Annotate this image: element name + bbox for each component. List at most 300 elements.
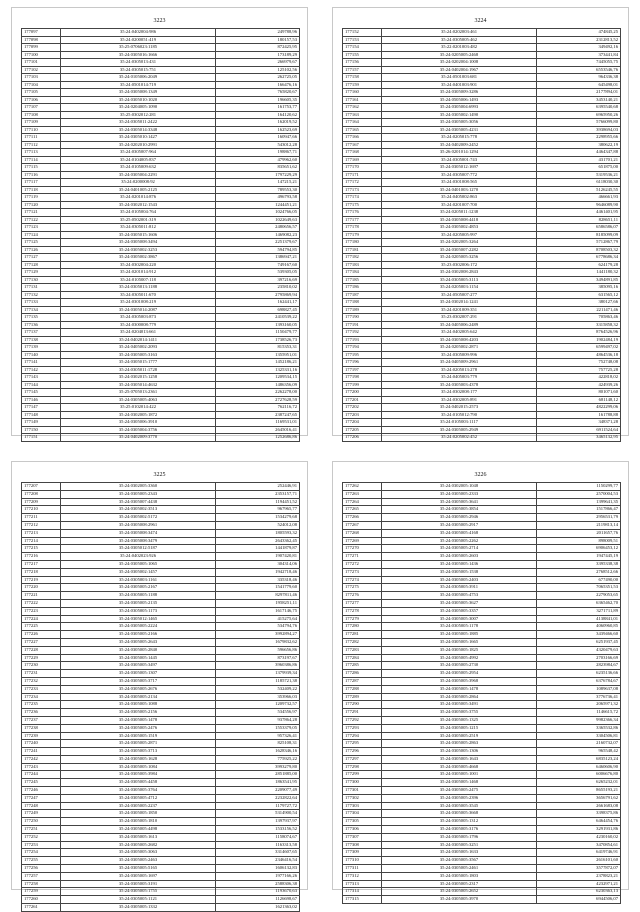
table-row xyxy=(343,623,621,631)
table-row xyxy=(343,779,621,787)
row-number-cell: 177103 xyxy=(22,74,61,82)
value-cell: 2209077,49 xyxy=(216,787,300,795)
cadastral-number-cell: 35:24:0305002:3513 xyxy=(61,506,216,514)
table-row xyxy=(343,111,621,119)
cadastral-number-cell: 35:23:0302007:291 xyxy=(382,314,537,322)
value-cell: 2727628,59 xyxy=(216,396,300,404)
value-cell: 532409,22 xyxy=(216,685,300,693)
table-row xyxy=(22,490,300,498)
table-row xyxy=(343,321,621,329)
value-cell: 2378823,21 xyxy=(537,872,621,880)
row-number-cell: 177185 xyxy=(343,276,382,284)
cadastral-number-cell: 35:24:0305001:743 xyxy=(382,156,537,164)
row-number-cell: 177238 xyxy=(22,724,61,732)
cadastral-number-cell: 35:24:0201014:876 xyxy=(61,194,216,202)
cadastral-number-cell: 35:24:0305005:4458 xyxy=(61,779,216,787)
row-number-cell: 177124 xyxy=(22,231,61,239)
row-number-cell: 177137 xyxy=(22,329,61,337)
row-number-cell: 177234 xyxy=(22,693,61,701)
table-row xyxy=(343,269,621,277)
row-number-cell: 177231 xyxy=(22,670,61,678)
row-number-cell: 177214 xyxy=(22,537,61,545)
table-row xyxy=(343,615,621,623)
table-row xyxy=(343,119,621,127)
row-number-cell: 177118 xyxy=(22,186,61,194)
cadastral-number-cell: 35:24:0205011:1238 xyxy=(382,209,537,217)
value-cell: 3470854,61 xyxy=(537,841,621,849)
row-number-cell: 177188 xyxy=(343,299,382,307)
row-number-cell: 177204 xyxy=(343,419,382,427)
table-row xyxy=(343,763,621,771)
value-cell: 1902484,19 xyxy=(537,336,621,344)
cadastral-number-cell: 35:24:0305005:1796 xyxy=(382,833,537,841)
value-cell: 6230363,13 xyxy=(537,888,621,896)
cadastral-number-cell: 35:24:0305005:2652 xyxy=(382,888,537,896)
value-cell: 1977166,26 xyxy=(216,872,300,880)
value-cell: 1452186,21 xyxy=(216,359,300,367)
cadastral-number-cell: 35:24:0305005:3984 xyxy=(61,771,216,779)
cadastral-number-cell: 35:24:0305005:1173 xyxy=(61,607,216,615)
cadastral-number-cell: 35:24:0302014:1241 xyxy=(382,299,537,307)
table-row xyxy=(22,389,300,397)
cadastral-number-cell: 35:24:0305005:5165 xyxy=(61,865,216,873)
row-number-cell: 177223 xyxy=(22,607,61,615)
row-number-cell: 177269 xyxy=(343,537,382,545)
table-row xyxy=(22,321,300,329)
table-row xyxy=(22,506,300,514)
value-cell: 789553,30 xyxy=(216,186,300,194)
value-cell: 3465132,95 xyxy=(537,434,621,442)
cadastral-number-cell: 35:24:0305005:3251 xyxy=(382,841,537,849)
row-number-cell: 177300 xyxy=(343,779,382,787)
cadastral-number-cell: 35:24:0305013:1188 xyxy=(61,284,216,292)
cadastral-number-cell: 35:24:0305005:2714 xyxy=(382,545,537,553)
row-number-cell: 177140 xyxy=(22,351,61,359)
row-number-cell: 177265 xyxy=(343,506,382,514)
row-number-cell: 177202 xyxy=(343,404,382,412)
cadastral-number-cell: 35:24:0202003:461 xyxy=(382,29,537,37)
row-number-cell: 177186 xyxy=(343,284,382,292)
cadastral-number-cell: 35:24:0305005:1065 xyxy=(61,560,216,568)
value-cell: 1325331,16 xyxy=(216,366,300,374)
table-row xyxy=(22,857,300,865)
table-row xyxy=(343,156,621,164)
cadastral-number-cell: 35:24:0305005:1478 xyxy=(61,716,216,724)
row-number-cell: 177139 xyxy=(22,344,61,352)
row-number-cell: 177301 xyxy=(343,787,382,795)
table-row xyxy=(22,638,300,646)
row-number-cell: 177259 xyxy=(22,888,61,896)
row-number-cell: 177250 xyxy=(22,818,61,826)
table-row xyxy=(343,802,621,810)
table-row xyxy=(343,36,621,44)
value-cell: 543012,28 xyxy=(216,141,300,149)
row-number-cell: 177282 xyxy=(343,638,382,646)
table-row xyxy=(343,818,621,826)
table-row xyxy=(343,216,621,224)
table-row xyxy=(22,51,300,59)
row-number-cell: 177235 xyxy=(22,701,61,709)
value-cell: 4060960,85 xyxy=(537,623,621,631)
value-cell: 2232822,64 xyxy=(216,794,300,802)
cadastral-number-cell: 35:24:0305014:3348 xyxy=(61,126,216,134)
table-row xyxy=(343,599,621,607)
row-number-cell: 177104 xyxy=(22,81,61,89)
value-cell: 1158074,67 xyxy=(216,833,300,841)
table-row xyxy=(343,194,621,202)
value-cell: 3398375,86 xyxy=(537,810,621,818)
row-number-cell: 177100 xyxy=(22,51,61,59)
row-number-cell: 177246 xyxy=(22,787,61,795)
row-number-cell: 177198 xyxy=(343,374,382,382)
table-row xyxy=(22,670,300,678)
value-cell: 3304506,81 xyxy=(537,732,621,740)
table-row xyxy=(22,104,300,112)
cadastral-number-cell: 35:24:0305005:3545 xyxy=(382,802,537,810)
row-number-cell: 177217 xyxy=(22,560,61,568)
value-cell: 3577872,07 xyxy=(537,865,621,873)
row-number-cell: 177236 xyxy=(22,709,61,717)
table-row xyxy=(22,59,300,67)
value-cell: 2119813,14 xyxy=(537,521,621,529)
table-row xyxy=(343,231,621,239)
row-number-cell: 177251 xyxy=(22,826,61,834)
row-number-cell: 177184 xyxy=(343,269,382,277)
value-cell: 6599497,02 xyxy=(537,344,621,352)
value-cell: 2251379,67 xyxy=(216,239,300,247)
row-number-cell: 177111 xyxy=(22,134,61,142)
table-row xyxy=(343,126,621,134)
row-number-cell: 177110 xyxy=(22,126,61,134)
cadastral-number-cell: 35:24:0302008:2843 xyxy=(382,269,537,277)
row-number-cell: 177290 xyxy=(343,701,382,709)
cadastral-number-cell: 35:24:0305005:2676 xyxy=(61,685,216,693)
row-number-cell: 177192 xyxy=(343,329,382,337)
row-number-cell: 177131 xyxy=(22,284,61,292)
cadastral-number-cell: 35:24:0301008:565 xyxy=(382,179,537,187)
table-row xyxy=(343,74,621,82)
cadastral-number-cell: 35:24:0305005:1312 xyxy=(382,818,537,826)
value-cell: 2956531,79 xyxy=(537,514,621,522)
document-page-2 xyxy=(332,7,629,439)
table-row xyxy=(343,29,621,37)
row-number-cell: 177248 xyxy=(22,802,61,810)
table-row xyxy=(22,826,300,834)
cadastral-number-cell: 35:24:0305005:1215 xyxy=(382,724,537,732)
table-row xyxy=(343,833,621,841)
table-row xyxy=(22,904,300,912)
cadastral-number-cell: 35:24:0305007:2282 xyxy=(382,246,537,254)
row-number-cell: 177179 xyxy=(343,231,382,239)
page-number: 3225 xyxy=(153,472,166,478)
cadastral-number-cell: 35:24:0105004:764 xyxy=(61,209,216,217)
value-cell: 3993279,80 xyxy=(216,763,300,771)
row-number-cell: 177112 xyxy=(22,141,61,149)
row-number-cell: 177138 xyxy=(22,336,61,344)
cadastral-number-cell: 35:24:0505007:277 xyxy=(382,291,537,299)
table-row xyxy=(22,141,300,149)
value-cell: 6906453,12 xyxy=(537,545,621,553)
table-row xyxy=(343,336,621,344)
value-cell: 749167,60 xyxy=(216,261,300,269)
value-cell: 2480656,57 xyxy=(216,224,300,232)
value-cell: 6118030,30 xyxy=(537,179,621,187)
table-row xyxy=(22,771,300,779)
table-row xyxy=(343,732,621,740)
value-cell: 2768512,66 xyxy=(537,568,621,576)
value-cell: 9982366,34 xyxy=(537,716,621,724)
table-row xyxy=(22,299,300,307)
table-row xyxy=(343,880,621,888)
table-row xyxy=(22,231,300,239)
row-number-cell: 177167 xyxy=(343,141,382,149)
cadastral-number-cell: 35:24:0305015:1777 xyxy=(61,359,216,367)
value-cell: 3291931,86 xyxy=(537,826,621,834)
row-number-cell: 177190 xyxy=(343,314,382,322)
table-row xyxy=(22,623,300,631)
value-cell: 651875,00 xyxy=(537,164,621,172)
value-cell: 349492,16 xyxy=(537,44,621,52)
cadastral-number-cell: 35:24:0305008:2961 xyxy=(61,521,216,529)
table-row xyxy=(22,119,300,127)
row-number-cell: 177099 xyxy=(22,44,61,52)
value-cell: 1022649,63 xyxy=(216,216,300,224)
cadastral-number-cell: 35:24:0205005:2468 xyxy=(382,51,537,59)
cadastral-number-cell: 35:24:0405003:779 xyxy=(382,374,537,382)
cadastral-number-cell: 35:24:0305005:1188 xyxy=(61,592,216,600)
row-number-cell: 177263 xyxy=(343,490,382,498)
value-cell: 4232971,21 xyxy=(537,880,621,888)
value-cell: 422818,02 xyxy=(537,374,621,382)
cadastral-number-cell: 35:24:0305005:2461 xyxy=(382,865,537,873)
cadastral-number-cell: 35:25:0302012:281 xyxy=(61,111,216,119)
value-cell: 5766099,80 xyxy=(537,119,621,127)
table-row xyxy=(22,186,300,194)
row-number-cell: 177249 xyxy=(22,810,61,818)
table-row xyxy=(22,880,300,888)
row-number-cell: 177298 xyxy=(343,763,382,771)
table-row xyxy=(343,239,621,247)
value-cell: 1441180,32 xyxy=(537,269,621,277)
table-row xyxy=(22,149,300,157)
table-row xyxy=(22,381,300,389)
cadastral-number-cell: 35:24:0305014:2087 xyxy=(61,306,216,314)
row-number-cell: 177149 xyxy=(22,419,61,427)
value-cell: 474845,25 xyxy=(537,29,621,37)
value-cell: 2823984,67 xyxy=(537,662,621,670)
value-cell: 2570004,53 xyxy=(537,490,621,498)
cadastral-number-cell: 35:24:0305011:670 xyxy=(61,291,216,299)
table-row xyxy=(22,896,300,904)
value-cell: 8185099,09 xyxy=(537,231,621,239)
table-row xyxy=(22,224,300,232)
row-number-cell: 177311 xyxy=(343,865,382,873)
row-number-cell: 177113 xyxy=(22,149,61,157)
value-cell: 2279053,65 xyxy=(537,592,621,600)
cadastral-number-cell: 35:24:0305005:3491 xyxy=(382,701,537,709)
row-number-cell: 177280 xyxy=(343,623,382,631)
value-cell: 524012,08 xyxy=(216,521,300,529)
value-cell: 1150299,77 xyxy=(537,483,621,491)
table-row xyxy=(343,89,621,97)
value-cell: 1533156,52 xyxy=(216,826,300,834)
row-number-cell: 177156 xyxy=(343,59,382,67)
value-cell: 1907420,81 xyxy=(216,553,300,561)
cadastral-number-cell: 35:24:0305005:1665 xyxy=(382,638,537,646)
cadastral-number-cell: 35:24:0305013:431 xyxy=(61,59,216,67)
row-number-cell: 177220 xyxy=(22,584,61,592)
row-number-cell: 177271 xyxy=(343,553,382,561)
value-cell: 4464347,88 xyxy=(537,149,621,157)
table-row xyxy=(343,366,621,374)
row-number-cell: 177105 xyxy=(22,89,61,97)
row-number-cell: 177261 xyxy=(22,904,61,912)
row-number-cell: 177208 xyxy=(22,490,61,498)
cadastral-number-cell: 35:24:0201007:700 xyxy=(382,201,537,209)
row-number-cell: 177313 xyxy=(343,880,382,888)
value-cell: 3395338,38 xyxy=(537,560,621,568)
cadastral-number-cell: 35:24:0305005:2863 xyxy=(382,740,537,748)
table-row xyxy=(22,216,300,224)
page-number: 3224 xyxy=(474,18,487,24)
value-cell: 1628346,16 xyxy=(216,748,300,756)
row-number-cell: 177274 xyxy=(343,576,382,584)
value-cell: 3776736,41 xyxy=(537,693,621,701)
row-number-cell: 177203 xyxy=(343,411,382,419)
row-number-cell: 177163 xyxy=(343,111,382,119)
table-row xyxy=(343,96,621,104)
table-row xyxy=(343,529,621,537)
value-cell: 1947445,19 xyxy=(537,553,621,561)
value-cell: 161788,88 xyxy=(537,411,621,419)
row-number-cell: 177135 xyxy=(22,314,61,322)
table-row xyxy=(22,306,300,314)
row-number-cell: 177108 xyxy=(22,111,61,119)
row-number-cell: 177312 xyxy=(343,872,382,880)
value-cell: 4822299,06 xyxy=(537,404,621,412)
cadastral-number-cell: 35:24:0305002:5172 xyxy=(61,514,216,522)
row-number-cell: 177310 xyxy=(343,857,382,865)
value-cell: 249788,96 xyxy=(216,29,300,37)
value-cell: 6553546,76 xyxy=(537,66,621,74)
row-number-cell: 177169 xyxy=(343,156,382,164)
row-number-cell: 177205 xyxy=(343,426,382,434)
value-cell: 872425,95 xyxy=(216,44,300,52)
value-cell: 162523,69 xyxy=(216,126,300,134)
value-cell: 775925,22 xyxy=(216,755,300,763)
cadastral-table xyxy=(21,482,300,912)
row-number-cell: 177194 xyxy=(343,344,382,352)
row-number-cell: 177268 xyxy=(343,529,382,537)
table-row xyxy=(22,498,300,506)
cadastral-number-cell: 35:24:0302004:220 xyxy=(61,261,216,269)
table-row xyxy=(343,404,621,412)
value-cell: 539305,05 xyxy=(216,269,300,277)
row-number-cell: 177225 xyxy=(22,623,61,631)
table-row xyxy=(343,677,621,685)
table-row xyxy=(22,646,300,654)
row-number-cell: 177295 xyxy=(343,740,382,748)
row-number-cell: 177150 xyxy=(22,426,61,434)
value-cell: 677490,00 xyxy=(537,576,621,584)
value-cell: 162019,52 xyxy=(216,119,300,127)
row-number-cell: 177136 xyxy=(22,321,61,329)
table-row xyxy=(343,709,621,717)
cadastral-number-cell: 35:24:0305005:2237 xyxy=(61,802,216,810)
table-row xyxy=(22,755,300,763)
value-cell: 2645016,41 xyxy=(216,426,300,434)
table-row xyxy=(343,254,621,262)
row-number-cell: 177285 xyxy=(343,662,382,670)
table-row xyxy=(343,537,621,545)
row-number-cell: 177152 xyxy=(343,29,382,37)
cadastral-number-cell: 35:24:0305005:2167 xyxy=(61,584,216,592)
table-row xyxy=(343,771,621,779)
cadastral-number-cell: 35:24:0305005:2954 xyxy=(382,670,537,678)
table-row xyxy=(343,359,621,367)
value-cell: 596656,86 xyxy=(216,646,300,654)
row-number-cell: 177200 xyxy=(343,389,382,397)
value-cell: 7445055,75 xyxy=(537,59,621,67)
table-row xyxy=(22,631,300,639)
row-number-cell: 177164 xyxy=(343,119,382,127)
row-number-cell: 177133 xyxy=(22,299,61,307)
table-row xyxy=(343,306,621,314)
value-cell: 1553379,05 xyxy=(216,724,300,732)
value-cell: 353966,03 xyxy=(216,693,300,701)
row-number-cell: 177128 xyxy=(22,261,61,269)
table-row xyxy=(22,732,300,740)
row-number-cell: 177201 xyxy=(343,396,382,404)
cadastral-number-cell: 35:24:0105006:2049 xyxy=(61,74,216,82)
value-cell: 8655193,21 xyxy=(537,787,621,795)
table-row xyxy=(343,134,621,142)
row-number-cell: 177219 xyxy=(22,576,61,584)
value-cell: 765820,67 xyxy=(216,89,300,97)
value-cell: 1089637,08 xyxy=(537,685,621,693)
table-row xyxy=(343,261,621,269)
cadastral-number-cell: 35:24:0305015:751 xyxy=(61,66,216,74)
table-row xyxy=(22,662,300,670)
cadastral-number-cell: 35:24:0305005:3911 xyxy=(382,584,537,592)
cadastral-number-cell: 35:24:0305005:1084 xyxy=(61,763,216,771)
table-row xyxy=(22,537,300,545)
value-cell: 3271711,89 xyxy=(537,607,621,615)
table-row xyxy=(343,483,621,491)
row-number-cell: 177098 xyxy=(22,36,61,44)
table-row xyxy=(343,284,621,292)
cadastral-number-cell: 35:24:0305005:1633 xyxy=(382,849,537,857)
table-row xyxy=(22,276,300,284)
row-number-cell: 177270 xyxy=(343,545,382,553)
value-cell: 2353157,71 xyxy=(216,490,300,498)
row-number-cell: 177116 xyxy=(22,171,61,179)
row-number-cell: 177287 xyxy=(343,677,382,685)
value-cell: 1621363,02 xyxy=(216,904,300,912)
value-cell: 1805593,32 xyxy=(216,529,300,537)
cadastral-number-cell: 35:24:0200051:419 xyxy=(61,36,216,44)
cadastral-number-cell: 35:24:0305005:1088 xyxy=(61,701,216,709)
value-cell: 196605,35 xyxy=(216,96,300,104)
row-number-cell: 177252 xyxy=(22,833,61,841)
cadastral-number-cell: 35:24:0305005:1519 xyxy=(61,732,216,740)
value-cell: 2298955,66 xyxy=(537,134,621,142)
row-number-cell: 177293 xyxy=(343,724,382,732)
cadastral-number-cell: 35:24:0305005:1332 xyxy=(61,904,216,912)
cadastral-number-cell: 35:24:0305005:3056 xyxy=(382,119,537,127)
value-cell: 162441,17 xyxy=(216,299,300,307)
cadastral-number-cell: 35:24:0305010:1427 xyxy=(61,134,216,142)
